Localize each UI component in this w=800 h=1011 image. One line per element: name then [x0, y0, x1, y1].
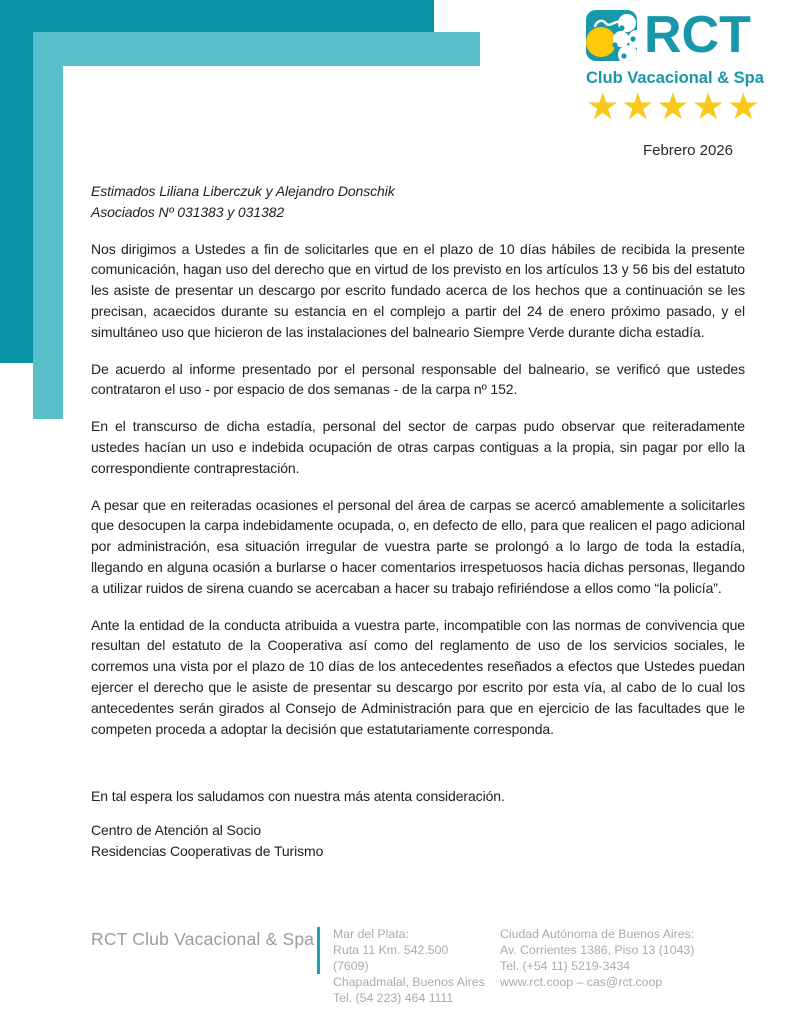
salutation-line-names: Estimados Liliana Liberczuk y Alejandro Donschik: [91, 183, 395, 199]
footer-office-mar-del-plata: [333, 927, 487, 1007]
salutation: [91, 181, 745, 223]
office-title: Mar del Plata:: [333, 927, 409, 941]
letter-date: Febrero 2026: [642, 142, 733, 159]
signature-line-company: Residencias Cooperativas de Turismo: [91, 842, 324, 859]
paragraph-5: Ante la entidad de la conducta atribuida a vuestra parte, incompatible con las normas de convivencia que resultan del estatuto de la Cooperativa así como del reglamento de uso de los servicios sociales, le corremos una vista por el plazo de 10 días de los antecedentes reseñados a efectos que Ustedes puedan ejercer el derecho que le asiste de presentar su descargo por escrito por esta vía, al cabo de lo cual los antecedentes serán girados al Consejo de Administración para que en ejercicio de las facultades que le competen proceda a adoptar la decisión que estatutariamente corresponda.: [91, 616, 745, 737]
office-title: Ciudad Autónoma de Buenos Aires:: [500, 927, 695, 941]
office-address-line: Chapadmalal, Buenos Aires: [333, 974, 485, 989]
footer-brand: RCT Club Vacacional & Spa: [91, 929, 315, 949]
signature-line-department: Centro de Atención al Socio: [91, 822, 262, 839]
salutation-line-member-numbers: Asociados Nº 031383 y 031382: [91, 203, 285, 220]
signature-block: [91, 820, 745, 862]
paragraph-4: A pesar que en reiteradas ocasiones el personal del área de carpas se acercó amablemente a solicitarles que desocupen la carpa indebidamente ocupada, o, en defecto de ello, para que realicen el pago adicional por administración, esa situación irregular de vuestra parte se prolongó a lo largo de toda la estadía, llegando en alguna ocasión a burlarse o hacer comentarios irrespetuosos hacia dichas personas, llegando a utilizar ruidos de sirena cuando se acercaban a hacer su trabajo refiriéndose a ellos como “la policía”.: [91, 496, 745, 596]
office-phone-line: Tel. (54 223) 464 1111: [333, 990, 454, 1005]
rct-logo-block: [586, 6, 764, 128]
letter-body: [91, 181, 745, 862]
paragraph-3: En el transcurso de dicha estadía, personal del sector de carpas pudo observar que reiteradamente ustedes hacían un uso e indebida ocupación de otras carpas contiguas a la propia, sin pagar por ello la correspondiente contraprestación.: [91, 418, 745, 476]
office-address-line: Ruta 11 Km. 542.500 (7609): [333, 942, 449, 973]
closing-line: En tal espera los saludamos con nuestra más atenta consideración.: [91, 788, 505, 805]
office-address-line: Av. Corrientes 1386, Piso 13 (1043): [500, 942, 695, 957]
logo-tagline: Club Vacacional & Spa: [586, 69, 764, 87]
five-star-rating-icon: ★★★★★: [586, 85, 762, 128]
logo-row: [586, 6, 762, 64]
footer-divider: [317, 927, 320, 974]
office-phone-line: Tel. (+54 11) 5219-3434: [500, 958, 631, 973]
letter-footer: [91, 927, 771, 1007]
rct-sun-wave-icon: [586, 10, 637, 61]
paragraph-2: De acuerdo al informe presentado por el personal responsable del balneario, se verificó que ustedes contrataron el uso - por espacio de dos semanas - de la carpa nº 152.: [91, 360, 745, 398]
footer-office-buenos-aires: [500, 927, 694, 991]
logo-brand-text: RCT: [644, 6, 751, 64]
office-web-email-line: www.rct.coop – cas@rct.coop: [500, 974, 663, 989]
paragraph-1: Nos dirigimos a Ustedes a fin de solicitarles que en el plazo de 10 días hábiles de recibida la presente comunicación, hagan uso del derecho que en virtud de los previsto en los artículos 13 y 56 bis del estatuto les asiste de presentar un descargo por escrito fundado acerca de los hechos que a continuación se les precisan, acaecidos durante su estancia en el complejo a partir del 24 de enero próximo pasado, y el simultáneo uso que hicieron de las instalaciones del balneario Siempre Verde durante dicha estadía.: [91, 240, 745, 340]
